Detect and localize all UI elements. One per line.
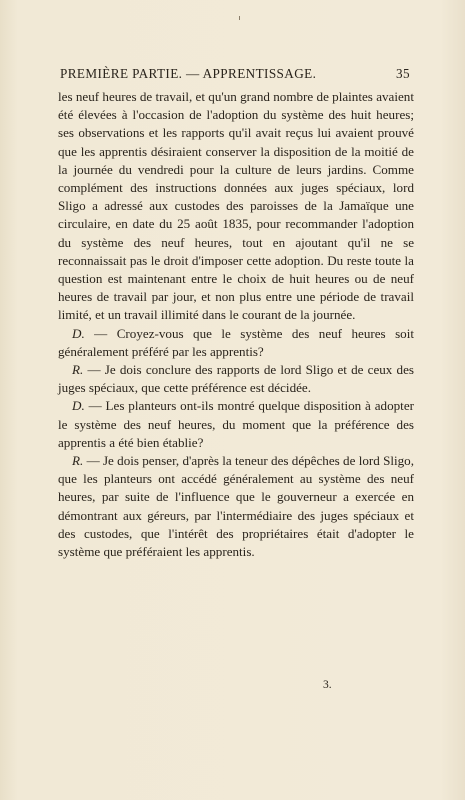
speaker-label: R. [72, 453, 84, 469]
running-header [60, 66, 410, 84]
answer-text: — Je dois penser, d'après la teneur des dépêches de lord Sligo, que les planteurs ont accédé généralement au système des neuf heures, par suite de l'influence que le gouverneur a exercée en démontrant aux géreurs, par l'intermédiaire des juges spéciaux et des custodes, que l'intérêt des propriétaires était d'adopter le système que préféraient les apprentis. [58, 453, 414, 560]
question-paragraph [58, 397, 414, 452]
body-text [58, 88, 414, 561]
speaker-label: D. [72, 325, 85, 341]
answer-paragraph [58, 452, 414, 561]
speaker-label: D. [72, 398, 85, 414]
question-text: — Croyez-vous que le système des neuf heures soit généralement préféré par les apprentis? [58, 325, 414, 359]
signature-mark: 3. [323, 679, 332, 691]
running-title: PREMIÈRE PARTIE. — APPRENTISSAGE. [60, 66, 317, 81]
answer-text: — Je dois conclure des rapports de lord Sligo et de ceux des juges spéciaux, que cette préférence est décidée. [58, 362, 414, 396]
page-number: 35 [396, 66, 410, 81]
page-mark [239, 16, 240, 20]
question-paragraph [58, 325, 414, 361]
paragraph: les neuf heures de travail, et qu'un grand nombre de plaintes avaient été élevées à l'occasion de l'adoption du système des huit heures; ses observations et les rapports qu'il avait reçus lui avaient prouvé que les apprentis désiraient conserver la disposition de la moitié de la journée du vendredi pour la culture de leurs jardins. Comme complément des instructions données aux juges spéciaux, lord Sligo a adressé aux custodes des paroisses de la Jamaïque une circulaire, en date du 25 août 1835, pour recommander l'adoption du système des neuf heures, tout en ajoutant qu'il ne se reconnaissait pas le droit d'imposer cette adoption. Du reste toute la question est maintenant entre le choix de huit heures ou de neuf heures de travail par jour, et non plus entre une période de travail limité, et un travail illimité dans le courant de la journée. [58, 89, 414, 323]
question-text: — Les planteurs ont-ils montré quelque disposition à adopter le système des neuf heures, du moment que la préférence des apprentis a été bien établie? [58, 398, 414, 450]
speaker-label: R. [72, 362, 84, 378]
answer-paragraph [58, 361, 414, 397]
